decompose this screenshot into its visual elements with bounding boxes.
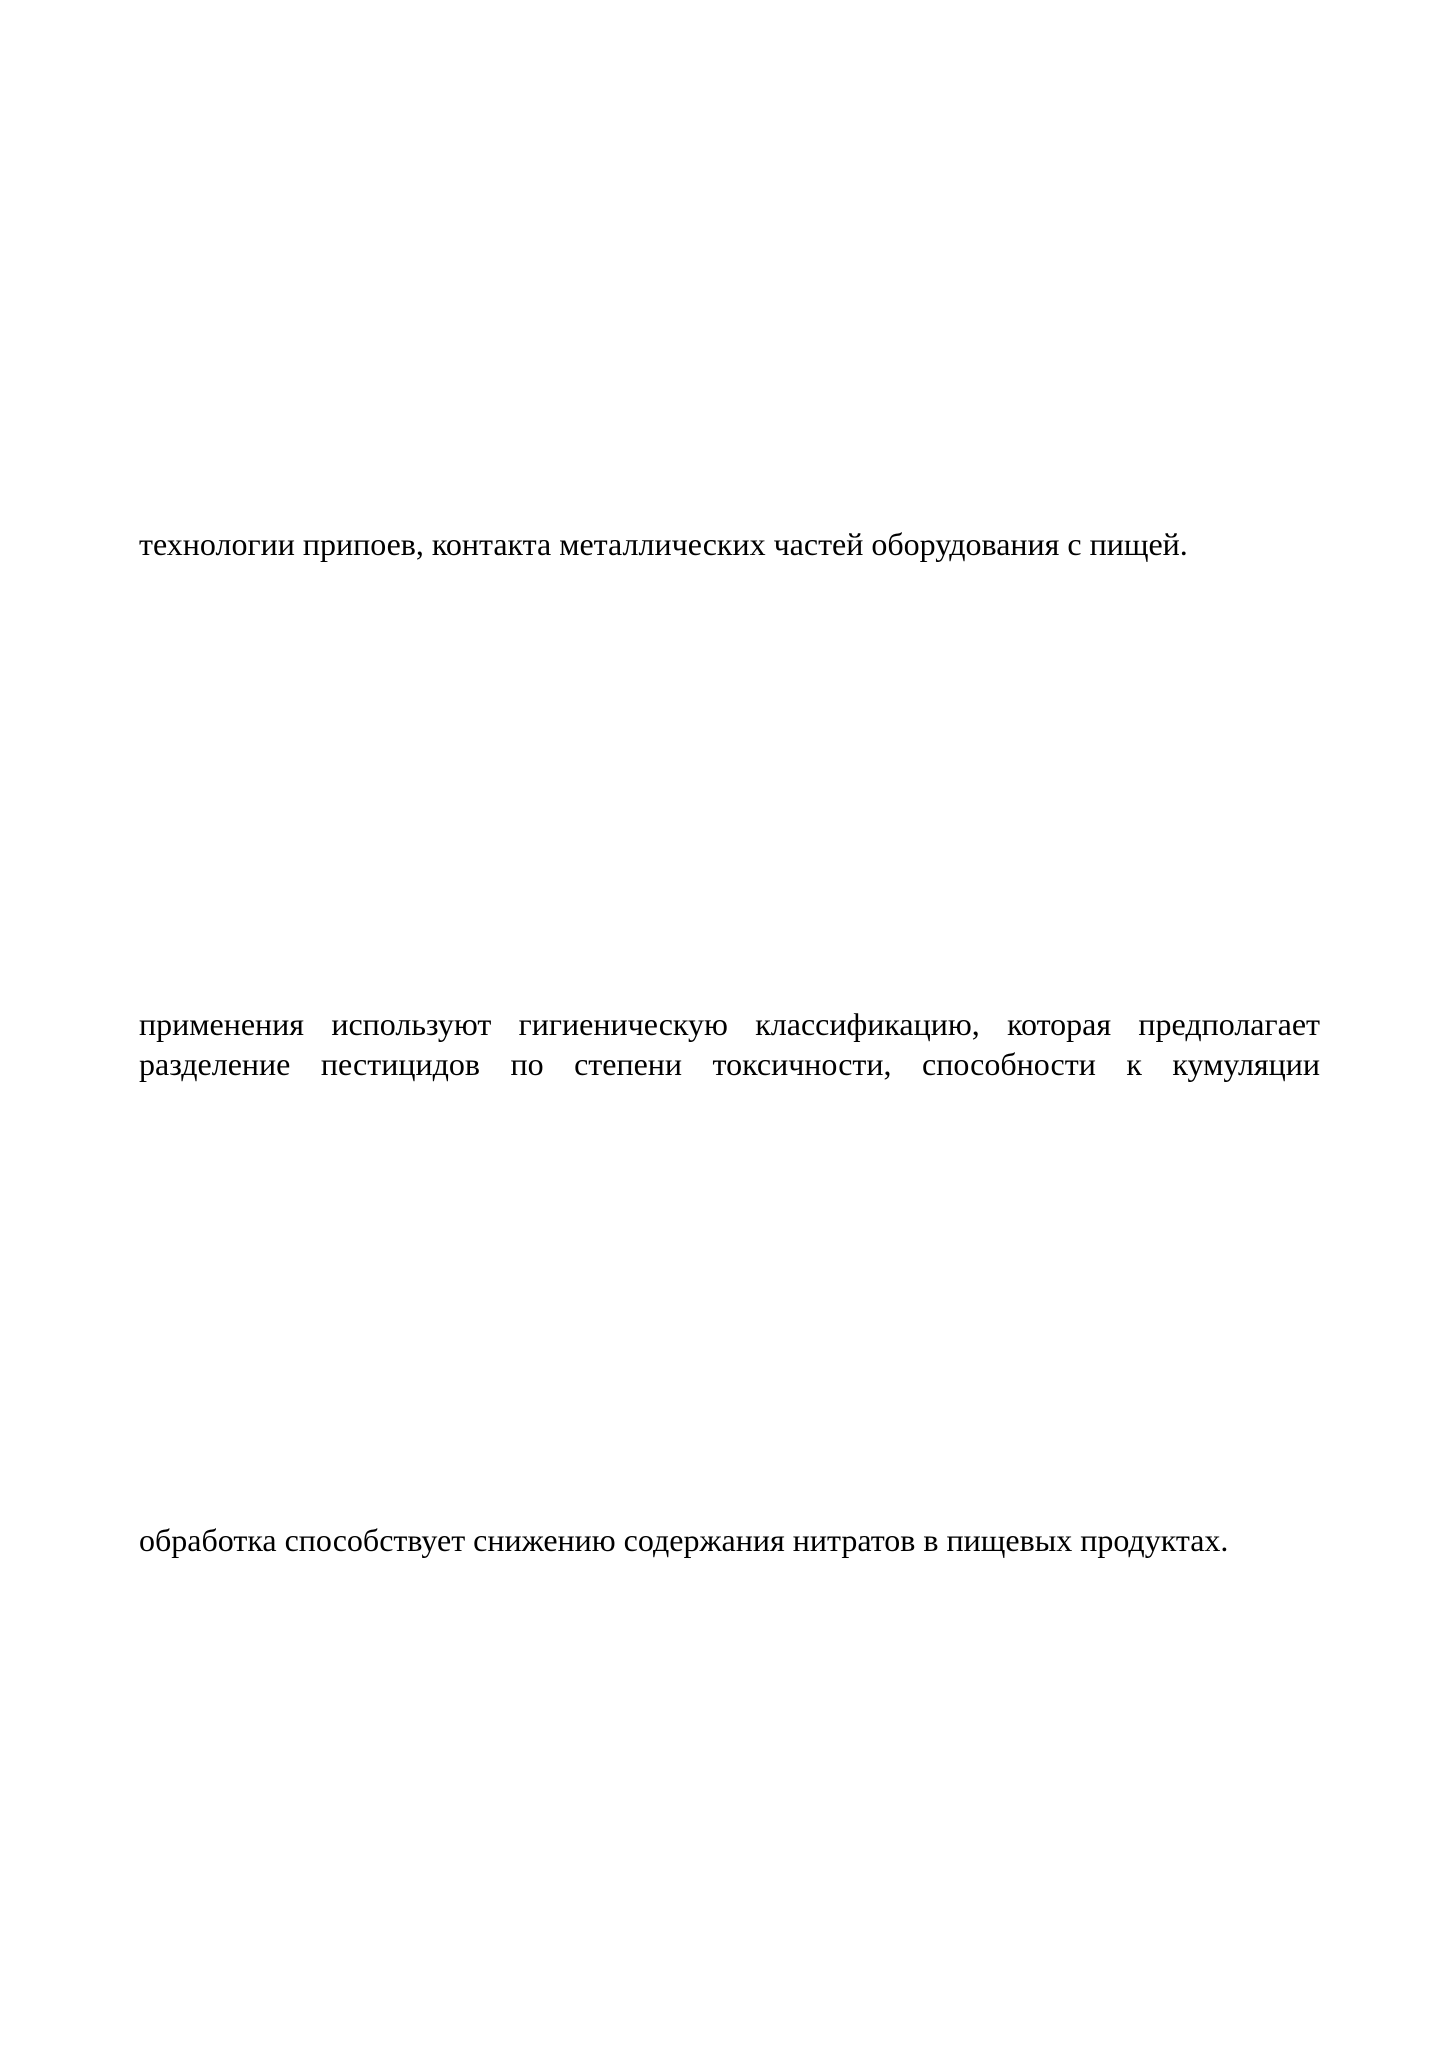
text-line: обработка способствует снижению содержания нитратов в пищевых продуктах. (139, 1522, 1229, 1558)
text-line: технологии припоев, контакта металлических частей оборудования с пищей. (139, 526, 1188, 562)
text-line: разделение пестицидов по степени токсичности, способности к кумуляции (139, 1046, 1320, 1082)
text-line: применения используют гигиеническую классификацию, которая предполагает (139, 1006, 1320, 1042)
